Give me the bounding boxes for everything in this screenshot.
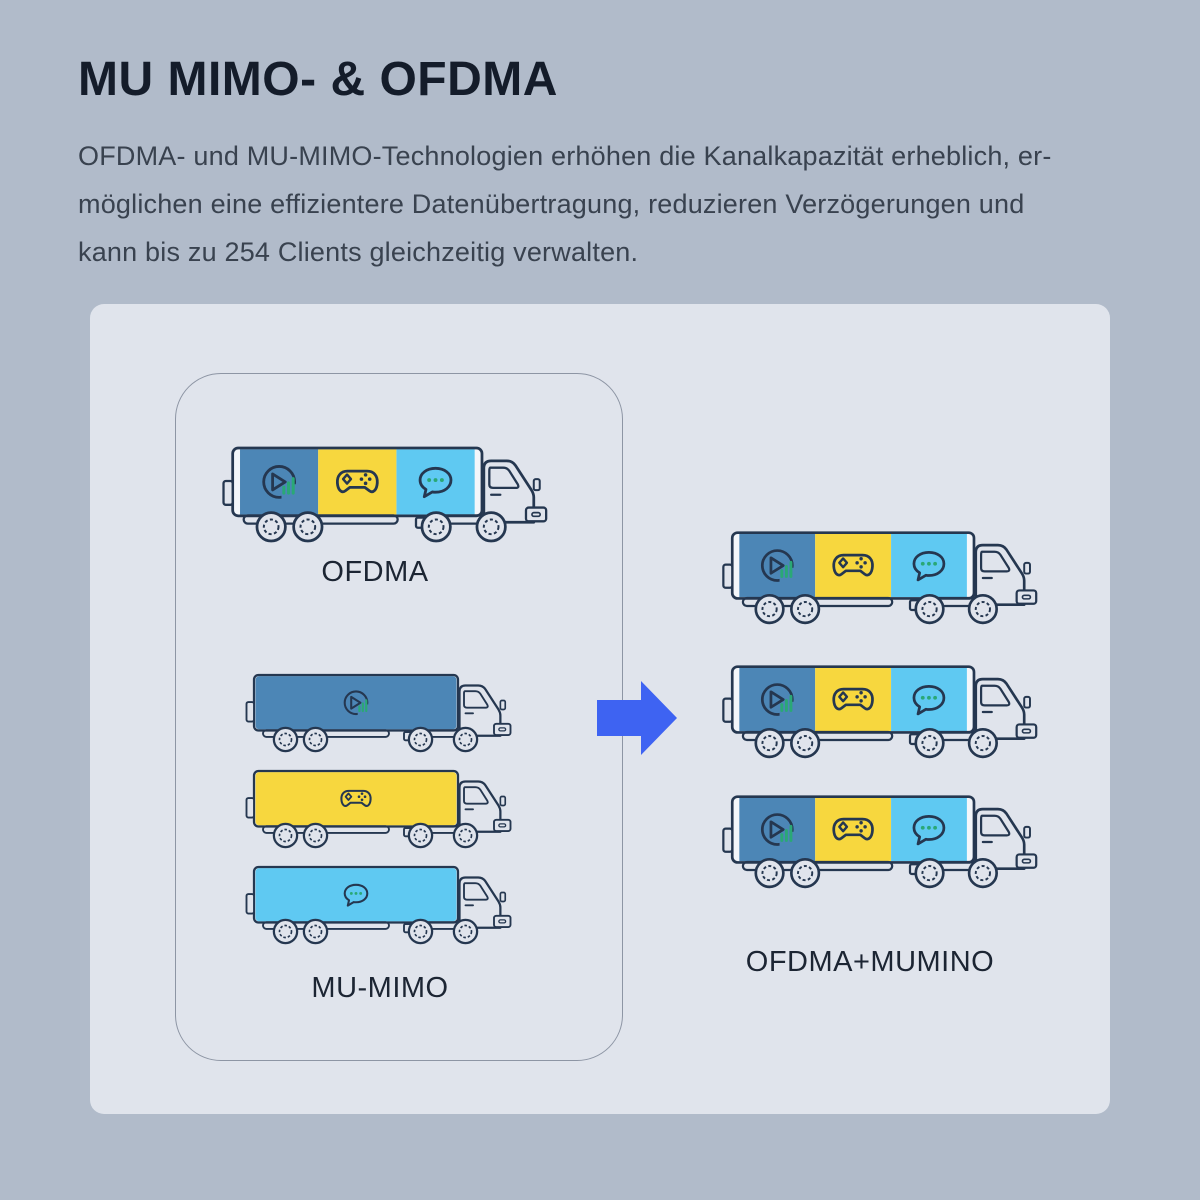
truck-wheel: [916, 859, 944, 887]
truck-wheel: [274, 728, 297, 751]
result-truck-2: [718, 656, 1038, 761]
truck-wheel: [791, 595, 819, 623]
truck-wheel: [756, 595, 784, 623]
truck-wheel: [454, 824, 477, 847]
truck-wheel: [274, 824, 297, 847]
ofdma-truck: [218, 437, 548, 545]
result-label: OFDMA+MUMINO: [745, 946, 995, 978]
truck-wheel: [969, 595, 997, 623]
cargo-section: [318, 449, 396, 514]
result-truck-1: [718, 522, 1038, 627]
truck-wheel: [304, 920, 327, 943]
truck-wheel: [274, 920, 297, 943]
ofdma-label: OFDMA: [321, 556, 429, 588]
mumimo-truck-game: [242, 762, 512, 851]
truck-wheel: [422, 513, 450, 541]
truck-illustration: [242, 858, 512, 947]
cargo-section: [240, 449, 318, 514]
truck-illustration: [718, 786, 1038, 891]
truck-illustration: [218, 437, 548, 545]
intro-paragraph: [78, 132, 1052, 276]
cargo-section: [815, 798, 891, 861]
truck-wheel: [294, 513, 322, 541]
truck-wheel: [791, 859, 819, 887]
cargo-section: [739, 534, 815, 597]
truck-wheel: [916, 729, 944, 757]
truck-wheel: [454, 728, 477, 751]
mumimo-label: MU-MIMO: [311, 972, 449, 1004]
truck-wheel: [756, 859, 784, 887]
truck-wheel: [409, 728, 432, 751]
mumimo-truck-media: [242, 666, 512, 755]
diagram-panel: [90, 304, 1110, 1114]
truck-illustration: [242, 666, 512, 755]
truck-wheel: [409, 920, 432, 943]
cargo-section: [256, 676, 457, 729]
truck-wheel: [304, 824, 327, 847]
intro-line-1: OFDMA- und MU-MIMO-Technologien erhöhen die Kanalkapazität erheblich, er-: [78, 141, 1052, 171]
cargo-section: [739, 668, 815, 731]
truck-wheel: [477, 513, 505, 541]
truck-wheel: [791, 729, 819, 757]
cargo-section: [256, 772, 457, 825]
cargo-section: [739, 798, 815, 861]
truck-wheel: [304, 728, 327, 751]
cargo-section: [815, 534, 891, 597]
intro-line-2: möglichen eine effizientere Datenübertragung, reduzieren Verzögerungen und: [78, 189, 1025, 219]
intro-line-3: kann bis zu 254 Clients gleichzeitig verwalten.: [78, 237, 639, 267]
result-truck-3: [718, 786, 1038, 891]
truck-illustration: [718, 522, 1038, 627]
page-title: MU MIMO- & OFDMA: [78, 53, 558, 106]
cargo-section: [815, 668, 891, 731]
truck-wheel: [969, 729, 997, 757]
truck-wheel: [454, 920, 477, 943]
truck-wheel: [756, 729, 784, 757]
truck-wheel: [409, 824, 432, 847]
arrow-right-icon: [597, 681, 677, 755]
truck-illustration: [242, 762, 512, 851]
truck-wheel: [969, 859, 997, 887]
truck-illustration: [718, 656, 1038, 761]
truck-wheel: [257, 513, 285, 541]
truck-wheel: [916, 595, 944, 623]
mumimo-truck-chat: [242, 858, 512, 947]
